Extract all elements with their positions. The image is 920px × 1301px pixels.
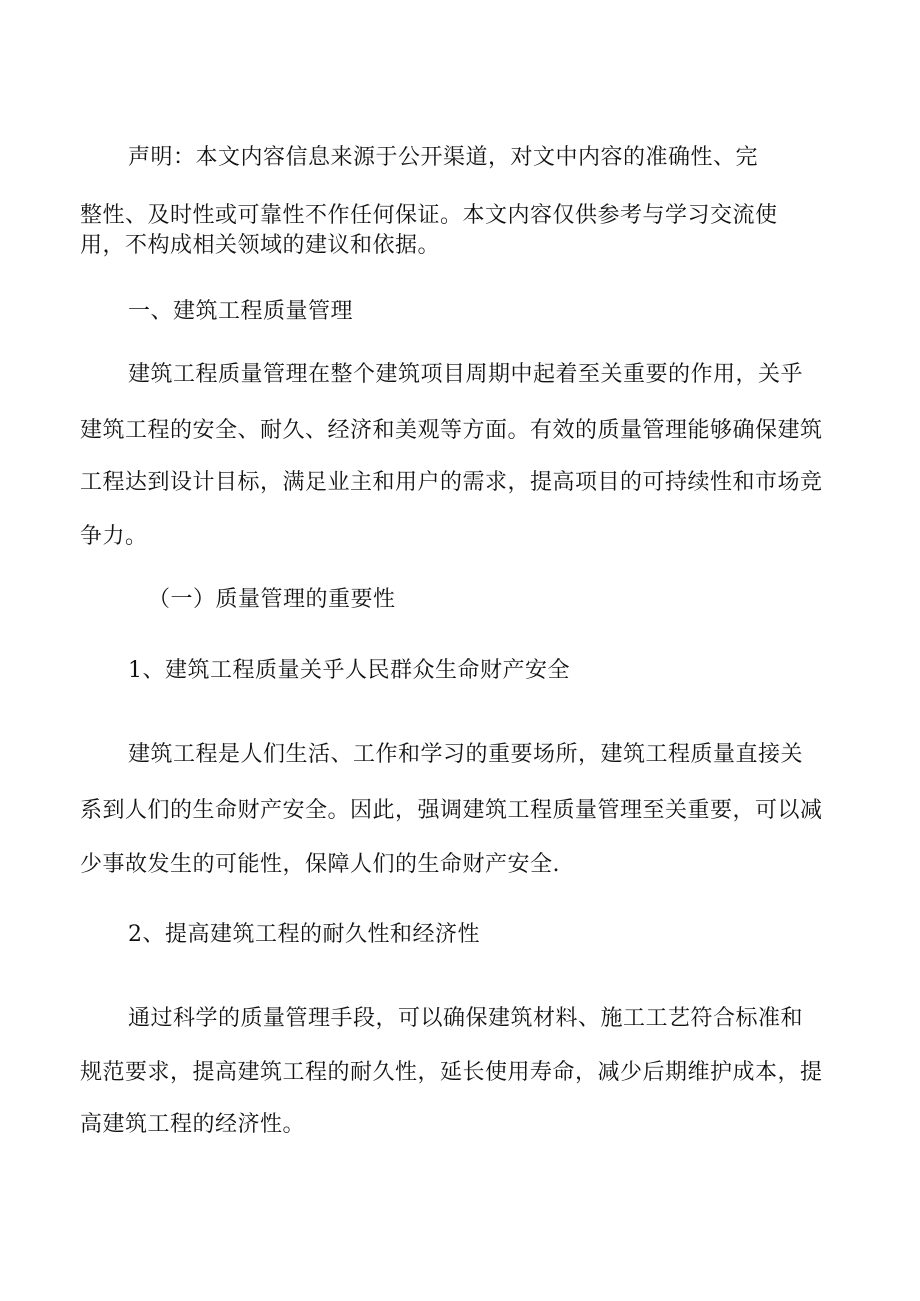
disclaimer-line: 声明：本文内容信息来源于公开渠道，对文中内容的准确性、完 [128,145,759,170]
paragraph-line: 建筑工程的安全、耐久、经济和美观等方面。有效的质量管理能够确保建筑 [80,418,823,443]
item-heading: 1、建筑工程质量关乎人民群众生命财产安全 [128,658,570,683]
paragraph-line: 建筑工程质量管理在整个建筑项目周期中起着至关重要的作用，关乎 [128,362,804,387]
item-heading: 2、提高建筑工程的耐久性和经济性 [128,922,480,947]
paragraph-line: 建筑工程是人们生活、工作和学习的重要场所，建筑工程质量直接关 [128,742,804,767]
paragraph-line: 通过科学的质量管理手段，可以确保建筑材料、施工工艺符合标准和 [128,1006,804,1031]
paragraph-line: 少事故发生的可能性，保障人们的生命财产安全. [80,852,560,877]
paragraph-line: 规范要求，提高建筑工程的耐久性，延长使用寿命，减少后期维护成本，提 [80,1060,823,1085]
paragraph-line: 系到人们的生命财产安全。因此，强调建筑工程质量管理至关重要，可以减 [80,798,823,823]
subsection-heading: （一）质量管理的重要性 [148,587,396,612]
paragraph-line: 高建筑工程的经济性。 [80,1112,306,1137]
paragraph-line: 争力。 [80,524,148,549]
disclaimer-line: 整性、及时性或可靠性不作任何保证。本文内容仅供参考与学习交流使 [80,203,778,228]
paragraph-line: 工程达到设计目标，满足业主和用户的需求，提高项目的可持续性和市场竞 [80,470,823,495]
section-heading: 一、建筑工程质量管理 [128,299,354,324]
disclaimer-line: 用，不构成相关领域的建议和依据。 [80,233,441,258]
